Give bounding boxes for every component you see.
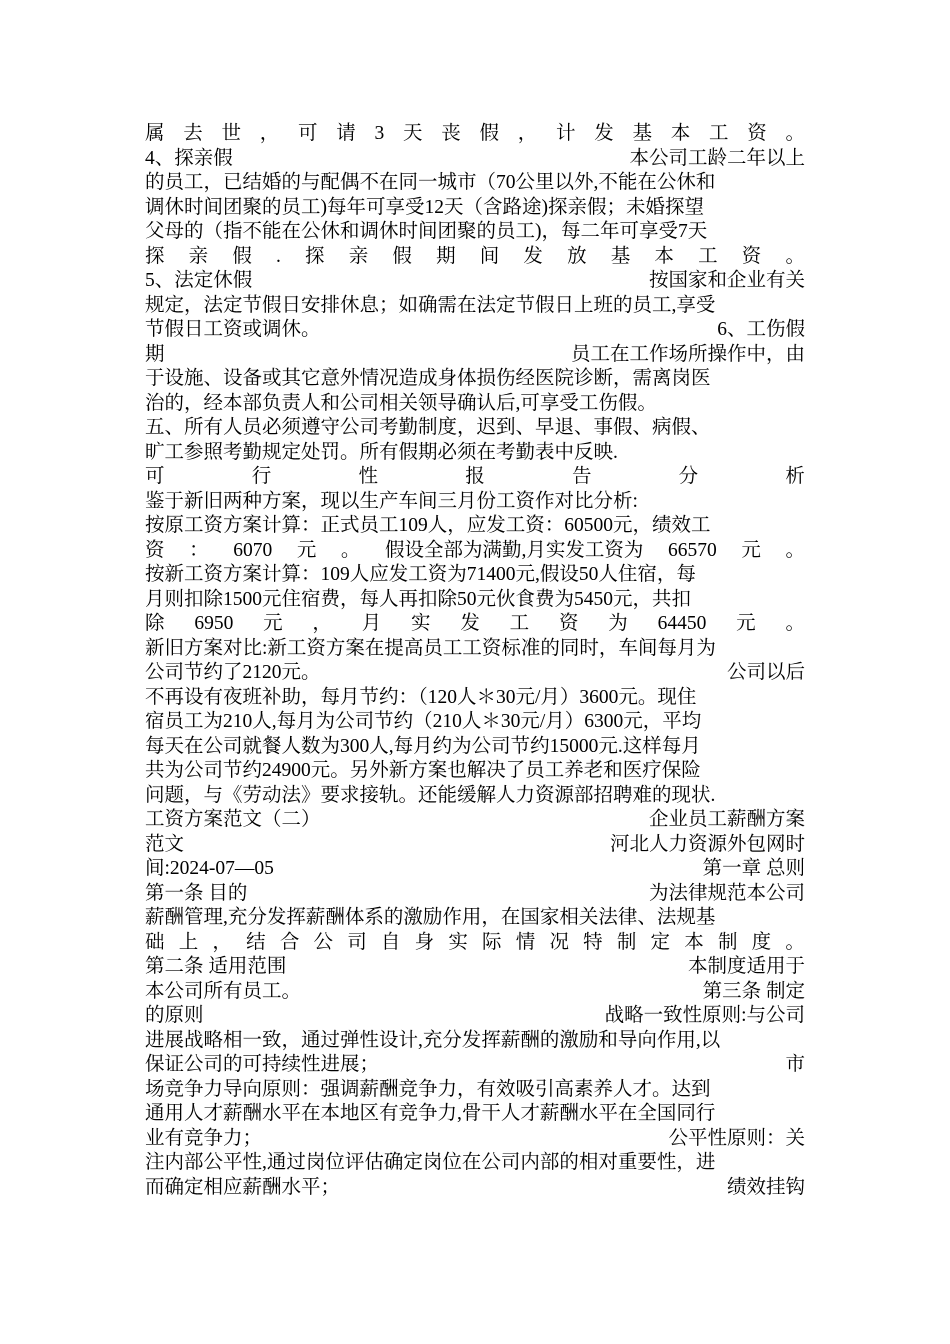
text-segment: 定: [650, 931, 671, 953]
text-line: [145, 220, 805, 245]
text-segment: 治的，经本部负责人和公司相关领导确认后,可享受工伤假。: [145, 392, 657, 414]
text-segment: 元: [741, 539, 761, 561]
text-line: [145, 833, 805, 858]
text-segment: 河北人力资源外包网时: [609, 833, 805, 855]
text-line: [145, 759, 805, 784]
text-segment: 6950: [194, 613, 234, 634]
text-segment: 第一章 总则: [702, 858, 805, 879]
text-segment: 薪酬管理,充分发挥薪酬体系的激励作用，在国家相关法律、法规基: [145, 907, 716, 928]
text-segment: 进展战略相一致，通过弹性设计,充分发挥薪酬的激励和导向作用,以: [145, 1029, 721, 1051]
text-segment: 世: [221, 123, 242, 144]
text-line: [145, 171, 805, 196]
text-segment: 66570: [668, 539, 717, 561]
text-segment: 天: [402, 123, 423, 144]
text-segment: 发: [460, 613, 480, 634]
text-segment: 实: [448, 931, 468, 953]
text-segment: 实: [411, 613, 431, 634]
text-segment: 资: [558, 613, 579, 634]
text-line: [145, 784, 805, 809]
text-segment: 结: [246, 931, 266, 953]
text-segment: 按新工资方案计算：109人应发工资为71400元,假设50人住宿，每: [145, 564, 696, 585]
text-segment: 5、法定休假: [145, 270, 253, 291]
text-line: [145, 122, 805, 147]
text-segment: 战略一致性原则:与公司: [604, 1005, 805, 1026]
text-segment: 市: [785, 1054, 805, 1075]
text-segment: 可: [145, 466, 165, 487]
text-segment: 。: [785, 123, 805, 144]
text-segment: 基: [610, 245, 631, 267]
text-segment: 计: [555, 123, 576, 144]
text-segment: ，: [517, 123, 538, 144]
text-line: [145, 441, 805, 466]
text-segment: 制: [717, 931, 738, 953]
text-segment: 公司以后: [726, 662, 805, 683]
text-line: [145, 416, 805, 441]
text-segment: ：: [189, 539, 209, 561]
text-segment: 。: [785, 539, 805, 561]
text-segment: 合: [279, 931, 300, 953]
text-line: [145, 612, 805, 637]
text-segment: 分: [678, 466, 699, 487]
text-segment: 五、所有人员必须遵守公司考勤制度，迟到、早退、事假、病假、: [145, 417, 711, 438]
text-segment: 上: [178, 931, 199, 953]
text-segment: 为: [608, 613, 628, 634]
text-segment: 元: [296, 539, 317, 561]
text-segment: 元: [263, 613, 283, 634]
text-line: [145, 637, 805, 662]
text-segment: 本: [670, 123, 691, 144]
text-segment: 而确定相应薪酬水平；: [145, 1176, 341, 1198]
text-line: [145, 1004, 805, 1029]
text-line: [145, 1078, 805, 1103]
text-segment: 鉴于新旧两种方案，现以生产车间三月份工资作对比分析:: [145, 490, 638, 512]
text-segment: 新旧方案对比:新工资方案在提高员工工资标准的同时，车间每月为: [145, 637, 716, 659]
text-segment: 本: [654, 245, 674, 267]
text-segment: 身: [414, 931, 435, 953]
text-segment: 探: [305, 245, 325, 267]
text-segment: 于设施、设备或其它意外情况造成身体损伤经医院诊断，需离岗医: [145, 368, 711, 389]
text-segment: 属: [145, 123, 165, 144]
text-line: [145, 1176, 805, 1201]
text-line: [145, 318, 805, 343]
text-line: [145, 245, 805, 270]
text-segment: .: [276, 245, 281, 267]
text-line: [145, 955, 805, 980]
text-segment: 范文: [145, 833, 185, 855]
text-segment: 工: [708, 123, 729, 144]
text-segment: 宿员工为210人,每月为公司节约（210人＊30元/月）6300元，平均: [145, 711, 702, 732]
text-segment: 场竞争力导向原则：强调薪酬竞争力，有效吸引高素养人才。达到: [145, 1078, 711, 1100]
text-segment: 为法律规范本公司: [648, 882, 805, 904]
text-segment: 通用人才薪酬水平在本地区有竞争力,骨干人才薪酬水平在全国同行: [145, 1103, 716, 1124]
text-line: [145, 514, 805, 539]
text-segment: 企业员工薪酬方案: [648, 809, 805, 830]
text-segment: 第一条 目的: [145, 882, 248, 904]
text-segment: 析: [785, 466, 805, 487]
text-line: [145, 710, 805, 735]
text-segment: 假: [479, 123, 499, 144]
text-line: [145, 882, 805, 907]
text-segment: 自: [380, 931, 401, 953]
text-segment: 员工在工作场所操作中，由: [570, 343, 805, 365]
text-line: [145, 661, 805, 686]
text-segment: 6070: [233, 539, 273, 561]
text-segment: 制: [616, 931, 637, 953]
text-segment: 父母的（指不能在公休和调休时间团聚的员工)，每二年可享受7天: [145, 221, 708, 242]
text-segment: 假设全部为满勤,月实发工资为: [385, 539, 644, 561]
text-line: [145, 539, 805, 564]
text-segment: 。: [785, 931, 805, 953]
text-segment: 规定，法定节假日安排休息；如确需在法定节假日上班的员工,享受: [145, 294, 716, 316]
text-segment: 间: [479, 245, 500, 267]
text-line: [145, 1053, 805, 1078]
text-segment: 工: [509, 613, 530, 634]
text-segment: 资: [741, 245, 762, 267]
text-segment: 每天在公司就餐人数为300人,每月约为公司节约15000元.这样每月: [145, 735, 701, 757]
text-segment: 的员工，已结婚的与配偶不在同一城市（70公里以外,不能在公休和: [145, 172, 716, 193]
text-segment: 共为公司节约24900元。另外新方案也解决了员工养老和医疗保险: [145, 760, 701, 781]
text-segment: 公: [313, 931, 334, 953]
text-segment: 本制度适用于: [687, 956, 805, 977]
text-segment: ，: [312, 613, 332, 634]
text-segment: 司: [347, 931, 367, 953]
text-segment: 月: [361, 613, 382, 634]
text-segment: 础: [145, 931, 165, 953]
text-segment: 探: [145, 245, 165, 267]
text-line: [145, 196, 805, 221]
text-segment: 基: [632, 123, 652, 144]
text-segment: 放: [567, 245, 587, 267]
text-segment: 期: [145, 343, 165, 365]
text-segment: 。: [785, 245, 805, 267]
text-segment: 绩效挂钩: [726, 1176, 805, 1198]
text-line: [145, 343, 805, 368]
text-segment: 按国家和企业有关: [648, 270, 805, 291]
text-segment: 元: [736, 613, 756, 634]
text-segment: 亲: [188, 245, 209, 267]
text-segment: 业有竞争力；: [145, 1127, 263, 1149]
text-segment: 按原工资方案计算：正式员工109人，应发工资：60500元，绩效工: [145, 515, 711, 536]
text-line: [145, 857, 805, 882]
text-segment: 调休时间团聚的员工)每年可享受12天（含路途)探亲假；未婚探望: [145, 196, 704, 218]
text-line: [145, 392, 805, 417]
text-line: [145, 465, 805, 490]
text-segment: 3: [374, 123, 385, 144]
text-segment: 除: [145, 613, 165, 634]
text-segment: 6、工伤假: [717, 319, 805, 340]
text-segment: 第三条 制定: [702, 980, 805, 1002]
text-line: [145, 1151, 805, 1176]
text-segment: 发: [523, 245, 543, 267]
text-segment: 本: [684, 931, 704, 953]
text-line: [145, 906, 805, 931]
text-segment: 资: [747, 123, 767, 144]
text-segment: 保证公司的可持续性进展；: [145, 1054, 380, 1075]
text-segment: 本公司所有员工。: [145, 980, 302, 1002]
text-segment: 64450: [657, 613, 707, 634]
text-segment: ，: [259, 123, 280, 144]
text-segment: 工: [698, 245, 718, 267]
text-line: [145, 735, 805, 760]
text-segment: 。: [340, 539, 361, 561]
text-line: [145, 563, 805, 588]
text-segment: 不再设有夜班补助，每月节约：（120人＊30元/月）3600元。现住: [145, 686, 697, 708]
text-segment: 行: [251, 466, 272, 487]
text-segment: 公平性原则：关: [668, 1127, 805, 1149]
text-segment: 可: [298, 123, 318, 144]
text-segment: 报: [465, 466, 485, 487]
text-segment: 去: [183, 123, 203, 144]
text-segment: 旷工参照考勤规定处罚。所有假期必须在考勤表中反映.: [145, 441, 618, 463]
text-segment: 假: [232, 245, 252, 267]
text-line: [145, 294, 805, 319]
text-segment: 公司节约了2120元。: [145, 662, 321, 683]
text-line: [145, 147, 805, 172]
text-line: [145, 269, 805, 294]
text-segment: 资: [145, 539, 165, 561]
text-segment: 工资方案范文（二）: [145, 809, 321, 830]
text-segment: 况: [549, 931, 569, 953]
text-line: [145, 588, 805, 613]
text-segment: 请: [336, 123, 356, 144]
text-line: [145, 931, 805, 956]
text-line: [145, 1127, 805, 1152]
text-segment: 际: [482, 931, 502, 953]
text-segment: 告: [571, 466, 592, 487]
text-segment: 节假日工资或调休。: [145, 319, 321, 340]
text-segment: 4、探亲假: [145, 147, 233, 169]
document-body: [145, 122, 805, 1200]
text-segment: 间:2024-07—05: [145, 858, 274, 879]
text-segment: 情: [515, 931, 536, 953]
text-line: [145, 1102, 805, 1127]
text-line: [145, 367, 805, 392]
text-line: [145, 980, 805, 1005]
text-segment: 的原则: [145, 1005, 204, 1026]
text-segment: 月则扣除1500元住宿费，每人再扣除50元伙食费为5450元，共扣: [145, 588, 692, 610]
text-segment: 特: [583, 931, 603, 953]
text-segment: ，: [212, 931, 232, 953]
text-segment: 假: [392, 245, 412, 267]
text-line: [145, 808, 805, 833]
text-segment: 问题，与《劳动法》要求接轨。还能缓解人力资源部招聘难的现状.: [145, 784, 716, 806]
text-segment: 本公司工龄二年以上: [629, 147, 805, 169]
text-segment: 第二条 适用范围: [145, 956, 287, 977]
text-segment: 度: [751, 931, 772, 953]
text-segment: 性: [358, 466, 378, 487]
text-segment: 亲: [348, 245, 369, 267]
text-line: [145, 1029, 805, 1054]
text-line: [145, 686, 805, 711]
text-segment: 注内部公平性,通过岗位评估确定岗位在公司内部的相对重要性，进: [145, 1152, 716, 1173]
text-line: [145, 490, 805, 515]
text-segment: 。: [785, 613, 805, 634]
text-segment: 丧: [441, 123, 461, 144]
text-segment: 发: [594, 123, 614, 144]
text-segment: 期: [436, 245, 456, 267]
